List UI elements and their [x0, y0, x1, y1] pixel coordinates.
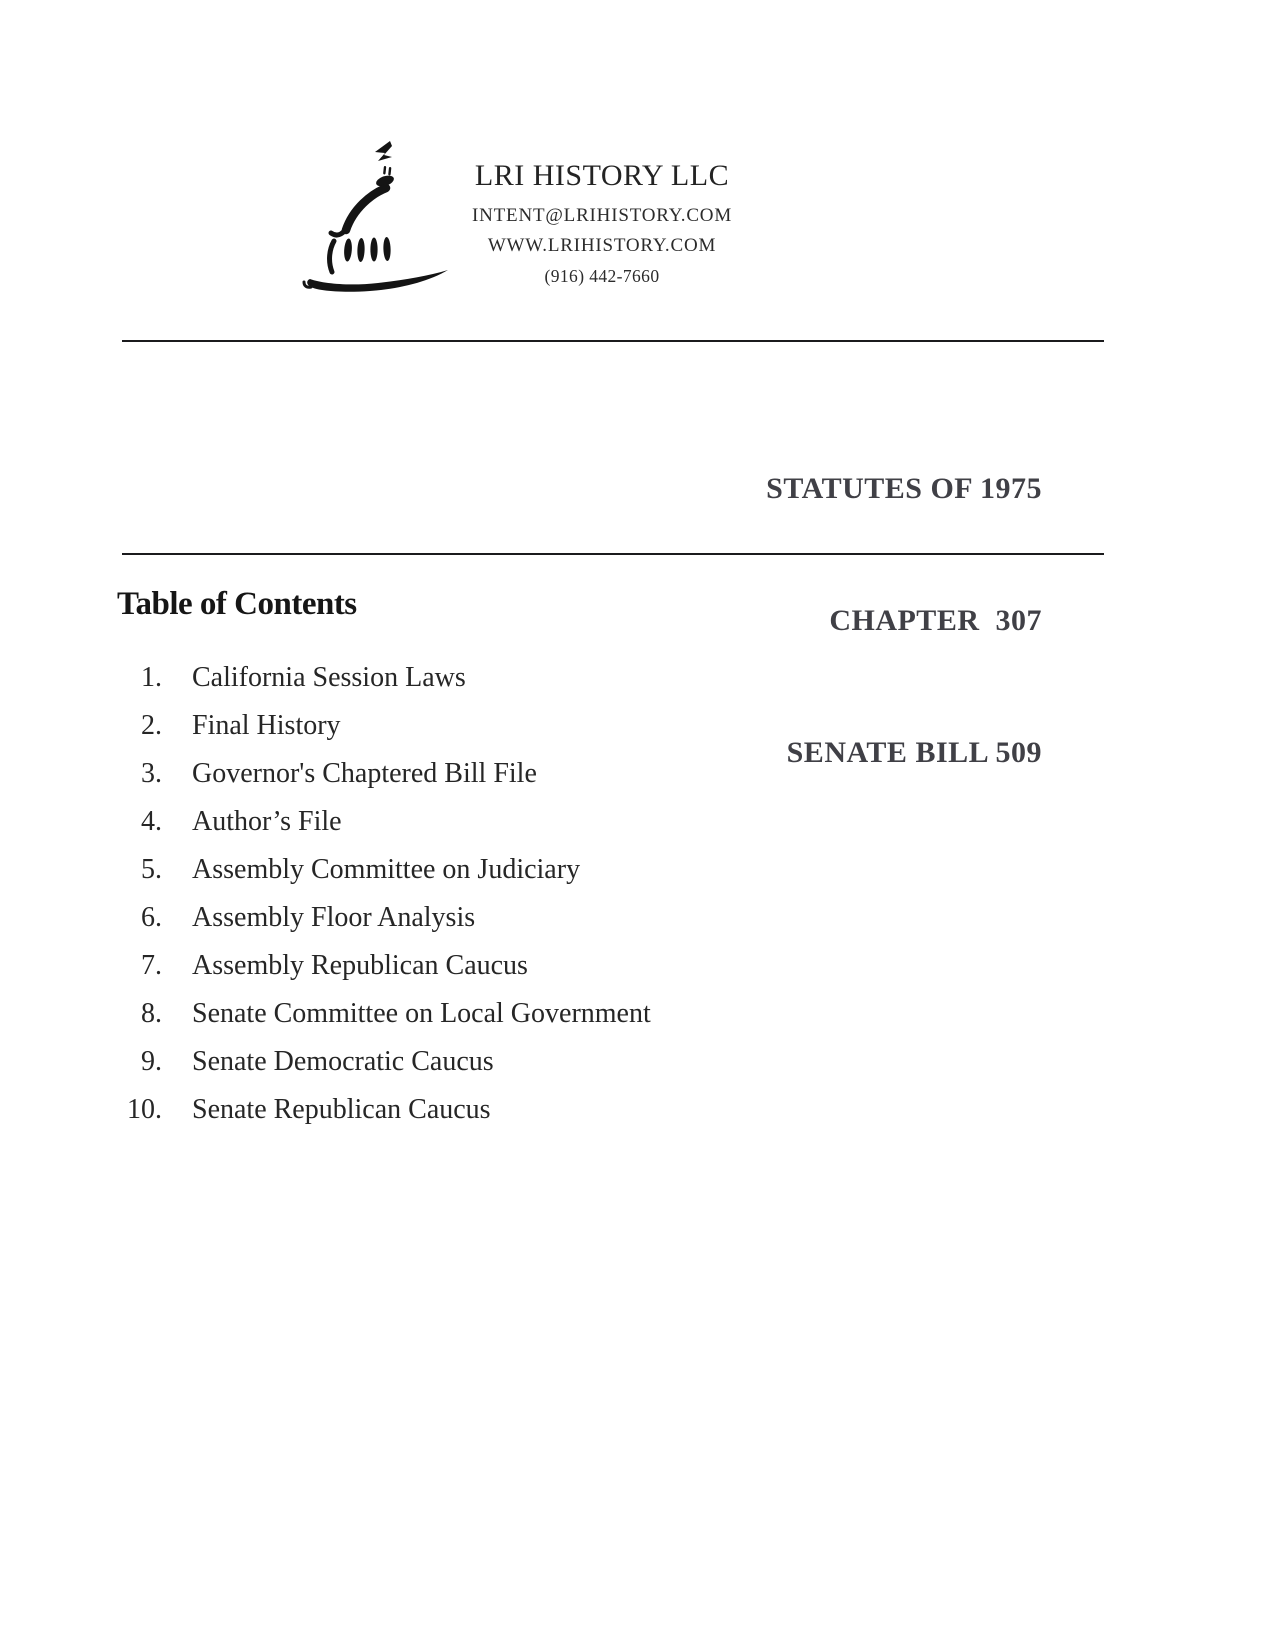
toc-item-number: 10.	[127, 1094, 162, 1125]
toc-item	[118, 798, 651, 846]
toc-item-label: Senate Committee on Local Government	[192, 998, 651, 1029]
toc-item-number: 8.	[141, 998, 162, 1029]
toc-item-number: 9.	[141, 1046, 162, 1077]
toc-item-number: 6.	[141, 902, 162, 933]
toc-item-number: 3.	[141, 758, 162, 789]
toc-item-number: 1.	[141, 662, 162, 693]
toc-item-number: 2.	[141, 710, 162, 741]
toc-list	[118, 654, 651, 1134]
toc-item	[118, 990, 651, 1038]
toc-title: Table of Contents	[117, 586, 357, 622]
company-phone: (916) 442-7660	[544, 266, 660, 286]
company-name: LRI HISTORY LLC	[474, 159, 730, 192]
toc-item-label: Final History	[192, 710, 341, 741]
toc-item	[118, 846, 651, 894]
letterhead-contact-block	[448, 158, 756, 293]
toc-item-label: Senate Republican Caucus	[192, 1094, 491, 1125]
capitol-dome-logo-icon	[296, 130, 452, 294]
toc-item	[118, 894, 651, 942]
case-reference-block	[766, 379, 1042, 863]
toc-item-label: Author’s File	[192, 806, 342, 837]
divider-top	[122, 340, 1104, 342]
toc-item-label: Assembly Committee on Judiciary	[192, 854, 581, 885]
toc-item-label: Senate Democratic Caucus	[192, 1046, 494, 1077]
company-website: WWW.LRIHISTORY.COM	[487, 235, 717, 256]
toc-item-label: Governor's Chaptered Bill File	[192, 758, 537, 789]
toc-item	[118, 1038, 651, 1086]
toc-item	[118, 702, 651, 750]
senate-bill-line: SENATE BILL 509	[786, 736, 1042, 769]
toc-item	[118, 1086, 651, 1134]
toc-item-label: Assembly Floor Analysis	[192, 902, 476, 933]
toc-item	[118, 654, 651, 702]
chapter-line: CHAPTER 307	[829, 604, 1042, 637]
toc-item	[118, 750, 651, 798]
statutes-line: STATUTES OF 1975	[766, 472, 1042, 505]
toc-item-number: 5.	[141, 854, 162, 885]
toc-item-number: 7.	[141, 950, 162, 981]
toc-item-number: 4.	[141, 806, 162, 837]
company-email: INTENT@LRIHISTORY.COM	[471, 205, 733, 226]
toc-item	[118, 942, 651, 990]
toc-item-label: Assembly Republican Caucus	[192, 950, 528, 981]
toc-item-label: California Session Laws	[192, 662, 466, 693]
